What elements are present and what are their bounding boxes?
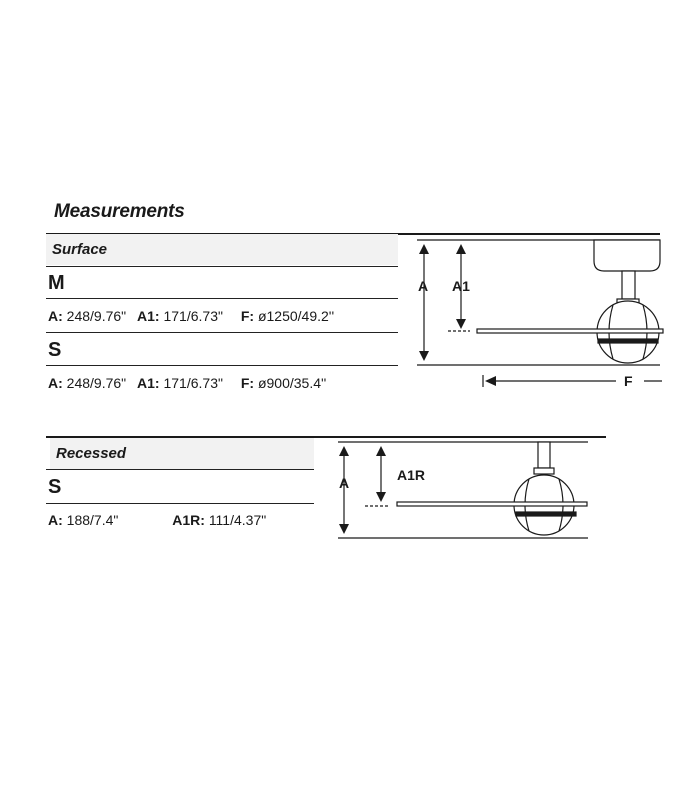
measure-value-f: ø1250/49.2'' [257, 308, 335, 324]
measure-value-a: 248/9.76" [66, 375, 127, 391]
blade-shape [477, 329, 663, 333]
measure-key-a: A: [48, 512, 63, 528]
measure-value-f: ø900/35.4'' [257, 375, 327, 391]
downrod-shape [622, 271, 635, 299]
dimension-label-a: A [418, 278, 429, 294]
measure-key-f: F: [240, 375, 255, 391]
recessed-fan-diagram [330, 430, 600, 550]
arrow-left-icon [485, 376, 496, 386]
blade-band-shape [598, 339, 658, 343]
divider [46, 332, 398, 333]
divider [46, 298, 398, 299]
measurement-row-s [48, 375, 326, 391]
dimension-label-a1: A1 [452, 278, 470, 294]
arrow-down-icon [339, 524, 349, 534]
measurement-row-recessed-s [48, 512, 266, 528]
dimension-label-a1r: A1R [397, 467, 426, 483]
arrow-down-icon [376, 492, 386, 502]
recessed-section-header: Recessed [50, 438, 314, 469]
arrow-up-icon [456, 244, 466, 254]
arrow-up-icon [419, 244, 429, 254]
size-label-m: M [48, 272, 65, 294]
arrow-down-icon [456, 319, 466, 329]
dimension-label-f: F [624, 373, 633, 389]
arrow-down-icon [419, 351, 429, 361]
divider [46, 503, 314, 504]
measure-key-a: A: [48, 308, 63, 324]
arrow-up-icon [339, 446, 349, 456]
measure-value-a1: 171/6.73" [163, 308, 223, 324]
measure-value-a1r: 111/4.37" [208, 512, 267, 528]
measure-key-a1r: A1R: [172, 512, 205, 528]
downrod-shape [538, 442, 550, 468]
measure-value-a: 248/9.76" [66, 308, 127, 324]
blade-shape [397, 502, 587, 506]
measurement-row-m [48, 308, 334, 324]
canopy-shape [594, 240, 660, 271]
surface-section-header: Surface [46, 234, 398, 265]
blade-band-shape [516, 512, 576, 516]
surface-fan-diagram [400, 225, 700, 395]
divider [46, 469, 314, 470]
measure-key-a1: A1: [137, 375, 160, 391]
dimension-label-a: A [339, 475, 350, 491]
measure-key-a1: A1: [137, 308, 160, 324]
downrod-collar-shape [534, 468, 554, 474]
page-title: Measurements [54, 201, 185, 222]
divider [46, 365, 398, 366]
measure-key-a: A: [48, 375, 63, 391]
measure-key-f: F: [240, 308, 255, 324]
divider [46, 266, 398, 267]
size-label-s: S [48, 476, 62, 498]
measure-value-a1: 171/6.73" [163, 375, 223, 391]
measure-value-a: 188/7.4" [66, 512, 119, 528]
size-label-s: S [48, 339, 62, 361]
arrow-up-icon [376, 446, 386, 456]
